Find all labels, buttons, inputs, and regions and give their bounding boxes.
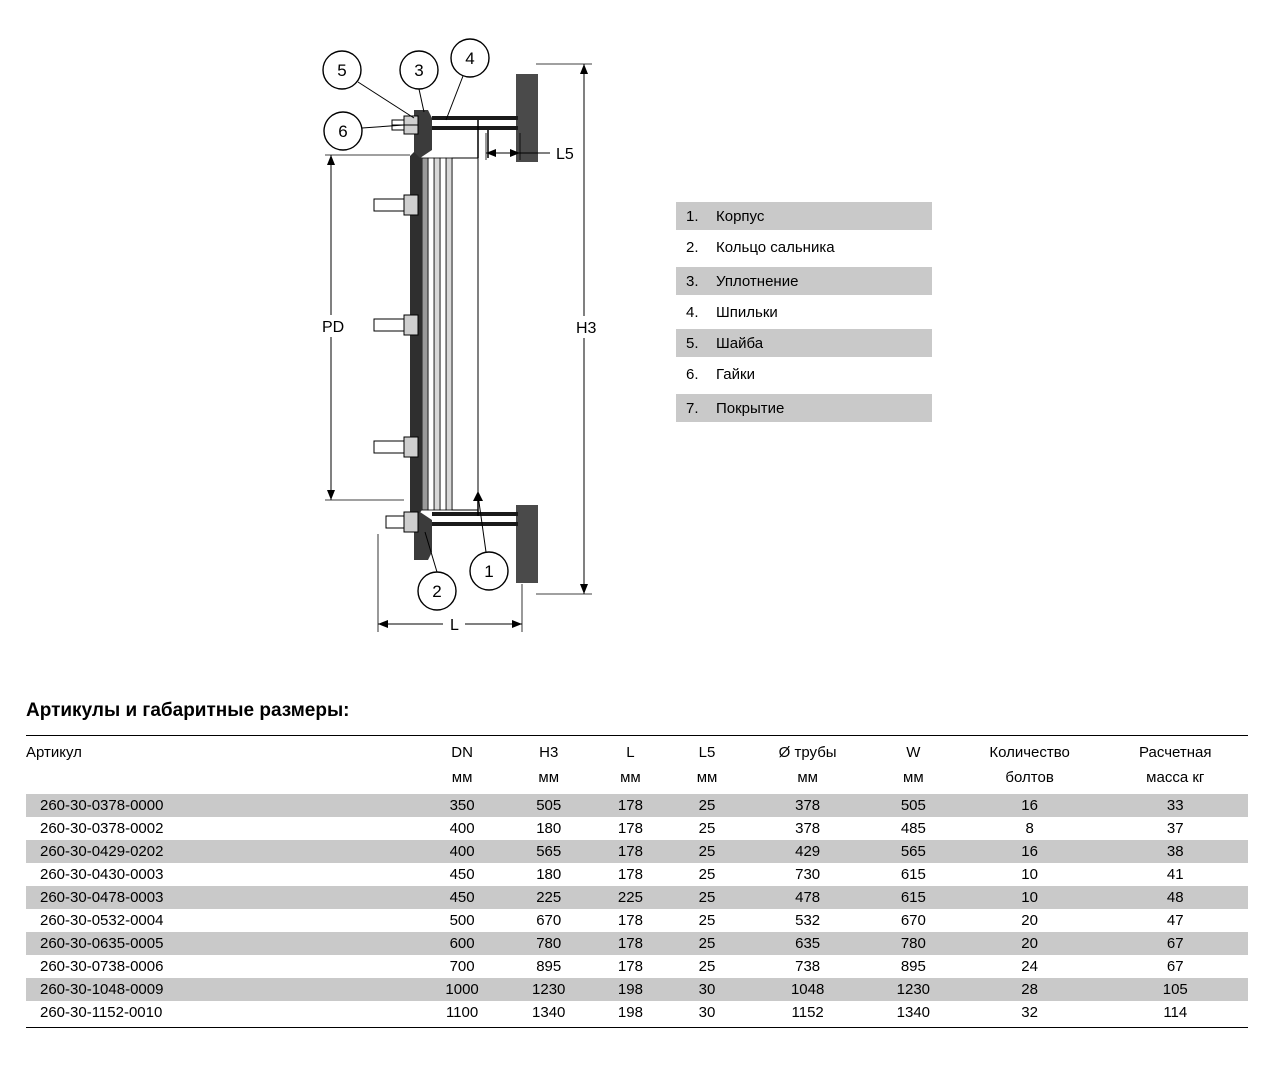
cell-dn: 400 — [419, 840, 506, 863]
cell-bolts: 16 — [957, 794, 1103, 817]
table-row — [26, 955, 1248, 978]
legend-item-3-number: 3. — [686, 272, 699, 290]
table-row — [26, 840, 1248, 863]
cell-article: 260-30-0378-0002 — [40, 820, 164, 837]
legend-item-4-number: 4. — [686, 303, 699, 321]
cell-bolts: 8 — [1025, 820, 1034, 837]
cell-dn: 700 — [449, 958, 475, 975]
legend-item-6 — [676, 360, 932, 388]
cell-dn: 600 — [419, 932, 506, 955]
parts-legend — [676, 202, 932, 425]
cell-l: 198 — [592, 978, 669, 1001]
cell-l: 178 — [592, 932, 669, 955]
dimension-h3 — [536, 64, 604, 594]
legend-item-5-label: Шайба — [716, 334, 764, 352]
cell-l: 178 — [592, 840, 669, 863]
cell-mass: 47 — [1166, 912, 1184, 929]
balloon-6-label: 6 — [338, 122, 348, 141]
cell-pipe: 738 — [795, 958, 821, 975]
balloon-3-label: 3 — [414, 61, 424, 80]
cell-h3: 895 — [536, 958, 562, 975]
cell-l5: 25 — [698, 866, 716, 883]
cell-dn: 350 — [419, 794, 506, 817]
cell-w: 895 — [900, 958, 926, 975]
stud-top — [432, 116, 518, 158]
col-units-l: мм — [620, 769, 641, 786]
cell-pipe: 378 — [745, 794, 870, 817]
cell-w: 505 — [870, 794, 957, 817]
cell-l5: 25 — [698, 820, 716, 837]
balloon-4-label: 4 — [465, 49, 475, 68]
cell-pipe: 635 — [745, 932, 870, 955]
bolt-assembly-1 — [392, 116, 418, 134]
legend-item-5-number: 5. — [686, 334, 699, 352]
legend-item-6-number: 6. — [686, 365, 699, 383]
cell-h3: 1230 — [505, 978, 592, 1001]
legend-item-2 — [676, 233, 932, 261]
cell-article: 260-30-0738-0006 — [40, 958, 164, 975]
cell-pipe: 1152 — [745, 1001, 870, 1028]
col-header-l: L — [592, 736, 669, 766]
cell-article: 260-30-0378-0000 — [26, 794, 419, 817]
cell-w: 670 — [900, 912, 926, 929]
table-row — [26, 886, 1248, 909]
legend-item-1 — [676, 202, 932, 230]
col-header-w: W — [870, 736, 957, 766]
dimension-h3-label: H3 — [576, 320, 597, 337]
cell-dn: 1000 — [419, 978, 506, 1001]
legend-item-3 — [676, 267, 932, 295]
cell-h3: 180 — [536, 820, 562, 837]
cell-l: 225 — [592, 886, 669, 909]
cell-h3: 225 — [505, 886, 592, 909]
coating-bottom — [516, 505, 538, 583]
cell-mass: 67 — [1103, 932, 1248, 955]
bolt-assembly-4 — [374, 437, 418, 457]
cell-bolts: 10 — [1021, 866, 1038, 883]
technical-drawing — [0, 0, 660, 670]
col-units-bolt-count: болтов — [1005, 769, 1054, 786]
cell-dn: 500 — [449, 912, 475, 929]
table-head — [26, 736, 1248, 795]
bolt-assembly-2 — [374, 195, 418, 215]
cell-h3: 565 — [505, 840, 592, 863]
cell-mass: 67 — [1166, 958, 1184, 975]
table-body — [26, 794, 1248, 1028]
table-row — [26, 978, 1248, 1001]
dimension-l5-label: L5 — [556, 146, 574, 163]
cell-pipe: 378 — [795, 820, 821, 837]
cell-l: 178 — [617, 820, 643, 837]
table-row — [26, 1001, 1248, 1028]
legend-item-7-label: Покрытие — [716, 399, 785, 417]
cell-w: 485 — [900, 820, 926, 837]
cell-mass: 38 — [1103, 840, 1248, 863]
cell-article: 260-30-0532-0004 — [40, 912, 164, 929]
legend-item-3-label: Уплотнение — [716, 272, 799, 290]
cell-article: 260-30-0635-0005 — [26, 932, 419, 955]
col-units-w: мм — [903, 769, 924, 786]
table-row — [26, 817, 1248, 840]
dimension-l-label: L — [450, 617, 459, 634]
legend-item-5 — [676, 329, 932, 357]
col-units-mass: масса кг — [1146, 769, 1205, 786]
cell-pipe: 429 — [745, 840, 870, 863]
cell-dn: 450 — [419, 886, 506, 909]
cell-mass: 37 — [1166, 820, 1184, 837]
col-header-l5: L5 — [669, 736, 745, 766]
cell-l: 198 — [592, 1001, 669, 1028]
cell-l: 178 — [617, 912, 643, 929]
cell-pipe: 478 — [745, 886, 870, 909]
col-header-article: Артикул — [26, 736, 419, 766]
table-header-row — [26, 736, 1248, 766]
legend-item-2-label: Кольцо сальника — [716, 238, 835, 256]
cell-bolts: 10 — [957, 886, 1103, 909]
col-header-pipe-diameter: Ø трубы — [745, 736, 870, 766]
cell-w: 565 — [870, 840, 957, 863]
cell-l5: 25 — [669, 840, 745, 863]
balloon-2-label: 2 — [432, 582, 442, 601]
legend-item-7-number: 7. — [686, 399, 699, 417]
cell-w: 615 — [870, 886, 957, 909]
cell-h3: 1340 — [505, 1001, 592, 1028]
col-units-article — [26, 765, 419, 794]
col-units-l5: мм — [696, 769, 718, 786]
cell-pipe: 532 — [795, 912, 821, 929]
cell-bolts: 28 — [957, 978, 1103, 1001]
cell-h3: 670 — [536, 912, 562, 929]
col-header-mass: Расчетная — [1103, 736, 1248, 766]
balloon-1-label: 1 — [484, 562, 494, 581]
legend-item-1-number: 1. — [686, 207, 699, 225]
table-units-row — [26, 765, 1248, 794]
cell-article: 260-30-0429-0202 — [26, 840, 419, 863]
cell-w: 615 — [900, 866, 926, 883]
dimension-pd-label: PD — [322, 319, 345, 336]
table-row — [26, 932, 1248, 955]
col-units-dn: мм — [451, 769, 473, 786]
body-plates — [422, 158, 478, 510]
legend-item-6-label: Гайки — [716, 365, 755, 383]
col-header-h3: H3 — [505, 736, 592, 766]
cell-article: 260-30-0430-0003 — [40, 866, 164, 883]
col-header-bolt-count: Количество — [957, 736, 1103, 766]
page-title: Артикулы и габаритные размеры: — [26, 700, 350, 721]
balloon-5-label: 5 — [337, 61, 347, 80]
legend-item-4 — [676, 298, 932, 326]
cell-dn: 450 — [449, 866, 475, 883]
cell-article: 260-30-1152-0010 — [26, 1001, 419, 1028]
cell-l5: 25 — [698, 912, 716, 929]
cell-w: 1230 — [870, 978, 957, 1001]
cell-l5: 25 — [669, 886, 745, 909]
cell-l5: 30 — [669, 1001, 745, 1028]
bolt-assembly-5 — [386, 512, 418, 532]
table-row — [26, 863, 1248, 886]
cell-w: 1340 — [870, 1001, 957, 1028]
cell-mass: 105 — [1103, 978, 1248, 1001]
cell-dn: 400 — [449, 820, 475, 837]
col-units-pipe-diameter: мм — [797, 769, 818, 786]
table-row — [26, 794, 1248, 817]
legend-item-1-label: Корпус — [716, 207, 765, 225]
bolt-assembly-3 — [374, 315, 418, 335]
cell-article: 260-30-0478-0003 — [26, 886, 419, 909]
cell-bolts: 16 — [957, 840, 1103, 863]
cell-mass: 33 — [1103, 794, 1248, 817]
cell-h3: 505 — [505, 794, 592, 817]
cell-dn: 1100 — [419, 1001, 506, 1028]
cell-bolts: 32 — [957, 1001, 1103, 1028]
coating-top — [516, 74, 538, 162]
cell-bolts: 24 — [1021, 958, 1038, 975]
cell-article: 260-30-1048-0009 — [26, 978, 419, 1001]
cell-h3: 780 — [505, 932, 592, 955]
legend-item-4-label: Шпильки — [716, 303, 778, 321]
cell-l5: 25 — [669, 794, 745, 817]
cell-mass: 114 — [1103, 1001, 1248, 1028]
legend-item-2-number: 2. — [686, 238, 699, 256]
cell-mass: 48 — [1103, 886, 1248, 909]
cell-h3: 180 — [536, 866, 562, 883]
cell-l: 178 — [617, 866, 643, 883]
cell-w: 780 — [870, 932, 957, 955]
cell-bolts: 20 — [957, 932, 1103, 955]
cell-l: 178 — [592, 794, 669, 817]
col-units-h3: мм — [538, 769, 560, 786]
specifications-table — [26, 735, 1248, 1028]
cell-bolts: 20 — [1021, 912, 1038, 929]
cell-l: 178 — [617, 958, 643, 975]
cell-l5: 30 — [669, 978, 745, 1001]
cell-l5: 25 — [698, 958, 716, 975]
col-header-dn: DN — [419, 736, 506, 766]
table-row — [26, 909, 1248, 932]
cell-pipe: 1048 — [745, 978, 870, 1001]
cell-l5: 25 — [669, 932, 745, 955]
cell-mass: 41 — [1166, 866, 1184, 883]
legend-item-7 — [676, 394, 932, 422]
cell-pipe: 730 — [795, 866, 821, 883]
